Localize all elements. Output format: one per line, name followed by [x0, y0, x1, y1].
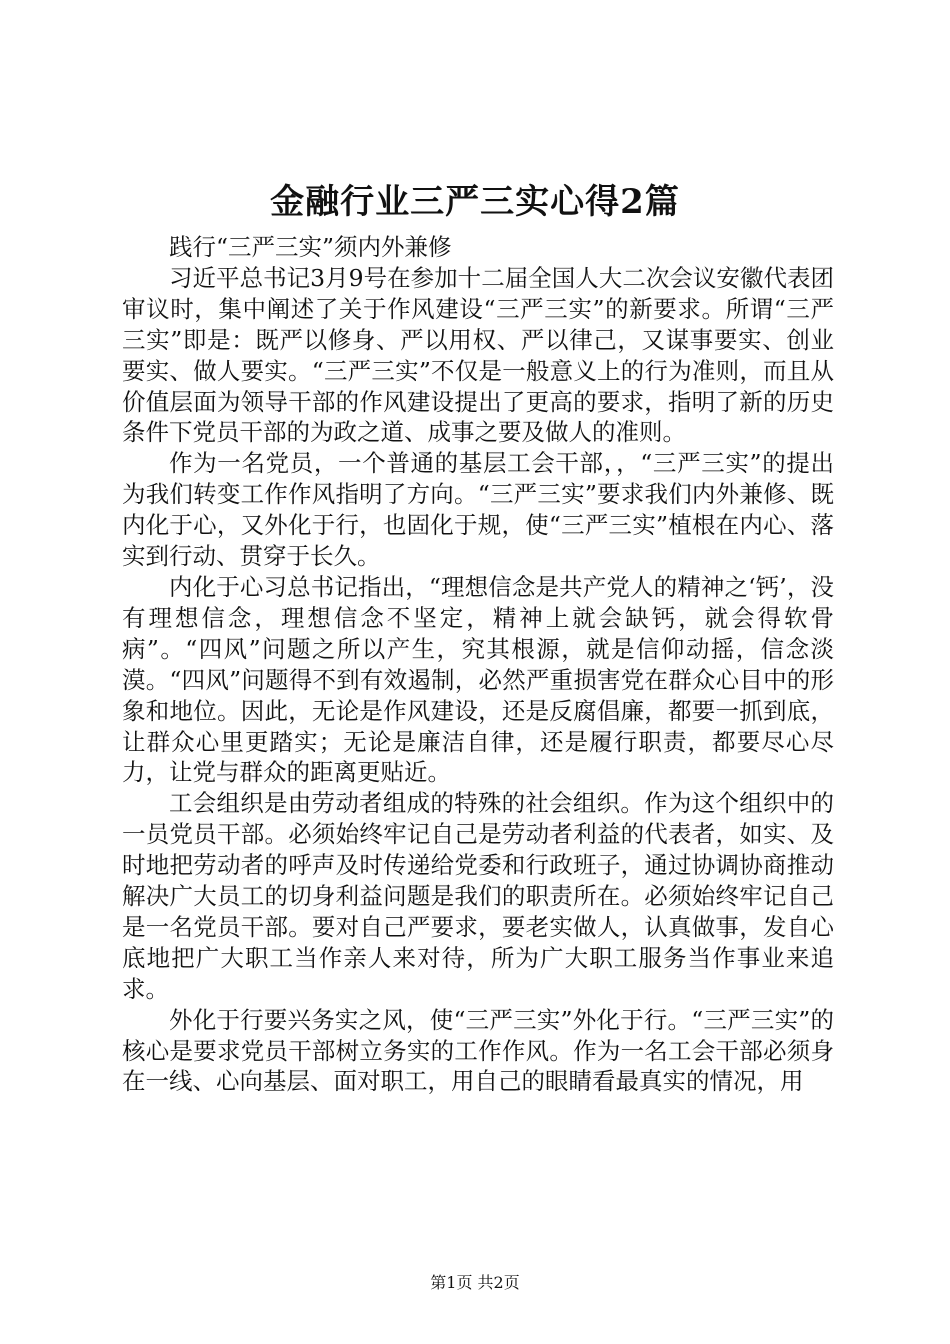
paragraph-1: 习近平总书记3月9号在参加十二届全国人大二次会议安徽代表团审议时，集中阐述了关于作风建设“三严三实”的新要求。所谓“三严三实”即是：既严以修身、严以用权、严以律己，又谋事要实、创业要实、做人要实。“三严三实”不仅是一般意义上的行为准则，而且从价值层面为领导干部的作风建设提出了更高的要求，指明了新的历史条件下党员干部的为政之道、成事之要及做人的准则。: [122, 263, 834, 447]
paragraph-4: 工会组织是由劳动者组成的特殊的社会组织。作为这个组织中的一员党员干部。必须始终牢记自己是劳动者利益的代表者，如实、及时地把劳动者的呼声及时传递给党委和行政班子，通过协调协商推动解决广大员工的切身利益问题是我们的职责所在。必须始终牢记自己是一名党员干部。要对自己严要求，要老实做人，认真做事，发自心底地把广大职工当作亲人来对待，所为广大职工服务当作事业来追求。: [122, 789, 834, 1003]
document-title: 金融行业三严三实心得2篇: [270, 182, 680, 222]
section-heading: 践行“三严三实”须内外兼修: [169, 233, 452, 261]
page-footer: 第1页 共2页: [430, 1273, 520, 1292]
paragraph-5: 外化于行要兴务实之风，使“三严三实”外化于行。“三严三实”的核心是要求党员干部树立务实的工作作风。作为一名工会干部必须身在一线、心向基层、面对职工，用自己的眼睛看最真实的情况，用: [122, 1005, 834, 1096]
document-body: [122, 232, 834, 1097]
paragraph-3: 内化于心习总书记指出，“理想信念是共产党人的精神之‘钙’，没有理想信念，理想信念不坚定，精神上就会缺钙，就会得软骨病”。“四风”问题之所以产生，究其根源，就是信仰动摇，信念淡漠。“四风”问题得不到有效遏制，必然严重损害党在群众心目中的形象和地位。因此，无论是作风建设，还是反腐倡廉，都要一抓到底，让群众心里更踏实；无论是廉洁自律，还是履行职责，都要尽心尽力，让党与群众的距离更贴近。: [122, 572, 834, 787]
paragraph-2: 作为一名党员，一个普通的基层工会干部，，“三严三实”的提出为我们转变工作作风指明了方向。“三严三实”要求我们内外兼修、既内化于心，又外化于行，也固化于规，使“三严三实”植根在内心、落实到行动、贯穿于长久。: [122, 449, 834, 571]
